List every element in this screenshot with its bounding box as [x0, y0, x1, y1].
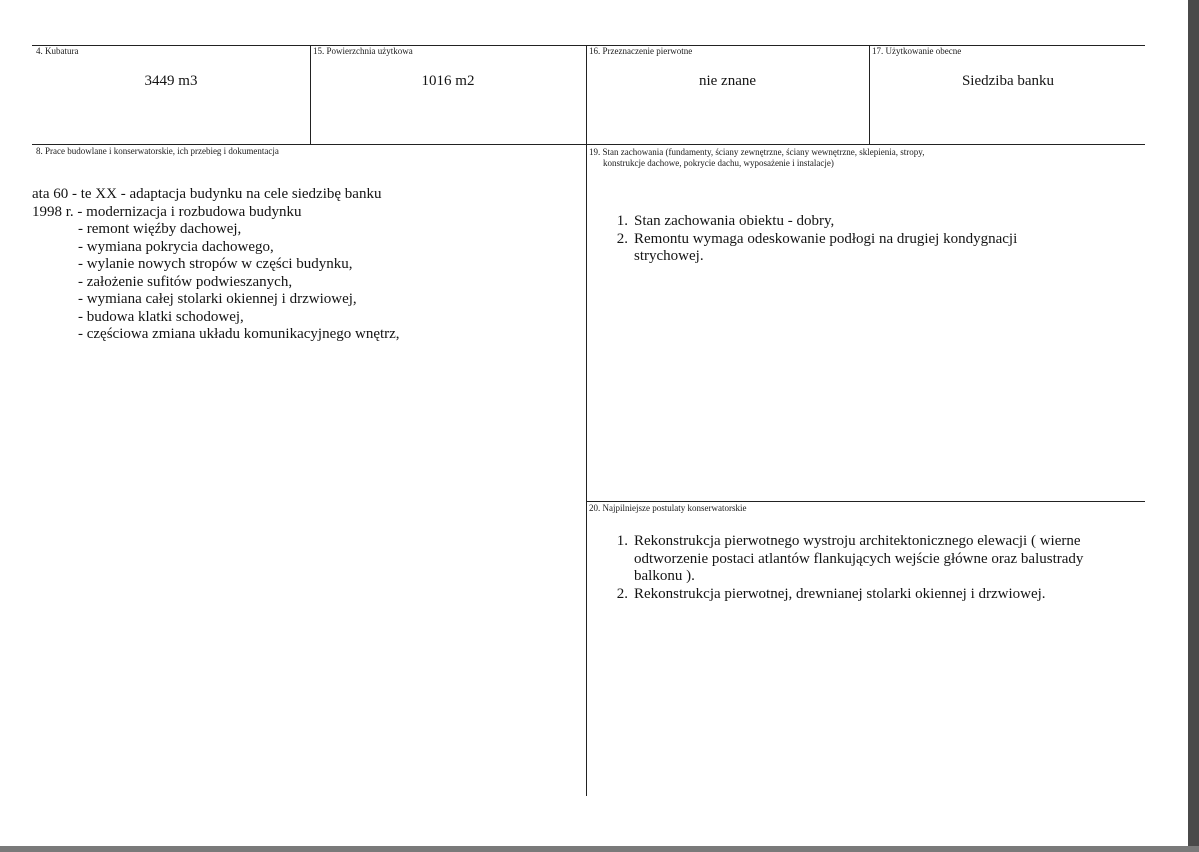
postulaty-item-1-line-3: balkonu ). — [634, 568, 695, 584]
prace-item-6: - budowa klatki schodowej, — [78, 308, 244, 325]
kubatura-value: 3449 m3 — [144, 73, 198, 89]
stan-item-1-text: Stan zachowania obiektu - dobry, — [634, 213, 835, 229]
postulaty-item-1-text: Rekonstrukcja pierwotnego wystroju architektonicznego elewacji ( wierne — [634, 533, 1081, 549]
scan-border-right — [1188, 0, 1199, 852]
stan-label-line-2: konstrukcje dachowe, pokrycie dachu, wyposażenie i instalacje) — [603, 158, 834, 168]
stan-item-2 — [612, 231, 1017, 249]
prace-text — [32, 186, 400, 344]
postulaty-item-2-text: Rekonstrukcja pierwotnej, drewnianej stolarki okiennej i drzwiowej. — [634, 585, 1046, 602]
uzytkowanie-value: Siedziba banku — [961, 73, 1055, 89]
kubatura-label: 4. Kubatura — [36, 46, 79, 56]
stan-item-2-number: 2. — [616, 230, 628, 247]
stan-list — [612, 213, 1017, 266]
postulaty-item-1-line-2: odtworzenie postaci atlantów flankujących wejście główne oraz balustrady — [634, 550, 1084, 567]
przeznaczenie-label: 16. Przeznaczenie pierwotne — [589, 46, 693, 56]
middle-row-line — [32, 144, 1145, 145]
prace-item-4: - założenie sufitów podwieszanych, — [78, 273, 293, 290]
postulaty-item-1-number: 1. — [616, 533, 628, 549]
postulaty-label: 20. Najpilniejsze postulaty konserwatorskie — [589, 503, 747, 513]
prace-label: 8. Prace budowlane i konserwatorskie, ich przebieg i dokumentacja — [36, 146, 279, 156]
stan-item-1-number: 1. — [616, 213, 628, 229]
postulaty-item-2 — [612, 586, 1083, 604]
prace-item-3: - wylanie nowych stropów w części budynku, — [78, 256, 353, 272]
powierzchnia-label: 15. Powierzchnia użytkowa — [313, 46, 413, 56]
postulaty-item-1 — [612, 533, 1083, 551]
prace-item-7: - częściowa zmiana układu komunikacyjnego wnętrz, — [78, 326, 400, 342]
stan-label-line-1: 19. Stan zachowania (fundamenty, ściany zewnętrzne, ściany wewnętrzne, sklepienia, stropy, — [589, 147, 925, 157]
prace-item-2: - wymiana pokrycia dachowego, — [78, 238, 274, 255]
postulaty-top-line — [586, 501, 1145, 502]
stan-item-2-text: Remontu wymaga odeskowanie podłogi na drugiej kondygnacji — [634, 230, 1018, 247]
prace-line-2: 1998 r. - modernizacja i rozbudowa budynku — [32, 203, 302, 220]
prace-item-1: - remont więźby dachowej, — [78, 221, 242, 237]
divider-powierzchnia — [586, 45, 587, 796]
stan-item-2-continuation: strychowej. — [634, 248, 704, 264]
powierzchnia-value: 1016 m2 — [421, 73, 475, 89]
divider-kubatura — [310, 45, 311, 144]
przeznaczenie-value: nie znane — [698, 73, 757, 89]
prace-line-1: ata 60 - te XX - adaptacja budynku na cele siedzibę banku — [32, 186, 382, 202]
scan-border-bottom — [0, 846, 1199, 852]
postulaty-list — [612, 533, 1083, 603]
stan-label — [589, 147, 924, 169]
uzytkowanie-label: 17. Użytkowanie obecne — [872, 46, 962, 56]
stan-item-1 — [612, 213, 1017, 231]
postulaty-item-2-number: 2. — [616, 585, 628, 602]
divider-przeznaczenie — [869, 45, 870, 144]
prace-item-5: - wymiana całej stolarki okiennej i drzwiowej, — [78, 291, 357, 307]
